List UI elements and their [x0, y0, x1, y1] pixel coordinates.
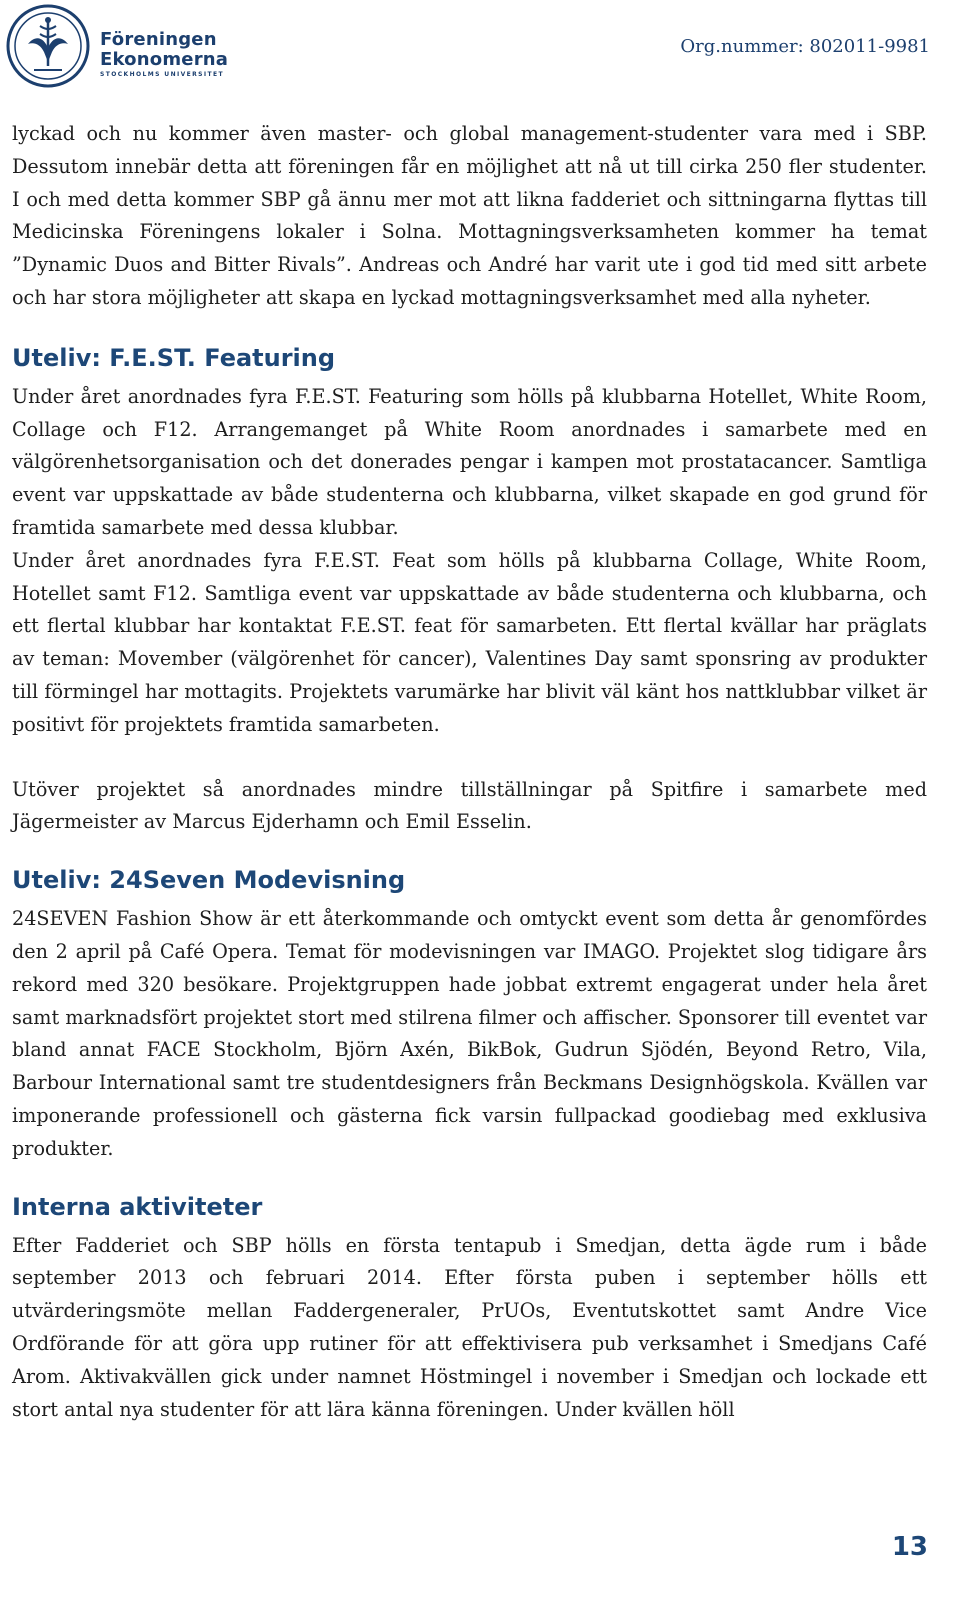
- intro-paragraph: lyckad och nu kommer även master- och global management-studenter vara med i SBP. Dessutom innebär detta att föreningen får en möjlighet att nå ut till cirka 250 fler studenter. I och med detta kommer SBP gå ännu mer mot att likna fadderiet och sittningarna flyttas till Medicinska Föreningens lokaler i Solna. Mottagningsverksamheten kommer ha temat ”Dynamic Duos and Bitter Rivals”. Andreas och André har varit ute i god tid med sitt arbete och har stora möjligheter att skapa en lyckad mottagningsverksamhet med alla nyheter.: [12, 122, 927, 309]
- fest-paragraph-2: Under året anordnades fyra F.E.ST. Feat som hölls på klubbarna Collage, White Room, Hotellet samt F12. Samtliga event var uppskattade av både studenterna och klubbarna, och ett flertal klubbar har kontaktat F.E.ST. feat för samarbeten. Ett flertal kvällar har präglats av teman: Movember (välgörenhet för cancer), Valentines Day samt sponsring av produkter till förmingel har mottagits. Projektets varumärke har blivit väl känt hos nattklubbar vilket är positivt för projektets framtida samarbeten.: [12, 548, 927, 736]
- university-name: STOCKHOLMS UNIVERSITET: [100, 71, 225, 78]
- interna-paragraph: Efter Fadderiet och SBP hölls en första tentapub i Smedjan, detta ägde rum i både september 2013 och februari 2014. Efter första puben i september hölls ett utvärderingsmöte mellan Faddergeneraler, PrUOs, Eventutskottet samt Andre Vice Ordförande för att göra upp rutiner för att effektivisera pub verksamhet i Smedjans Café Arom. Aktivakvällen gick under namnet Höstmingel i november i Smedjan och lockade ett stort antal nya studenter för att lära känna föreningen. Under kvällen höll: [12, 1233, 927, 1421]
- section-heading-24seven: Uteliv: 24Seven Modevisning: [12, 866, 406, 895]
- association-name-line1: Föreningen: [100, 29, 217, 50]
- association-name: [100, 30, 228, 79]
- 24seven-paragraph: 24SEVEN Fashion Show är ett återkommande och omtyckt event som detta år genomfördes den 2 april på Café Opera. Temat för modevisningen var IMAGO. Projektet slog tidigare års rekord med 320 besökare. Projektgruppen hade jobbat extremt engagerat under hela året samt marknadsfört projektet stort med stilrena filmer och affischer. Sponsorer till eventet var bland annat FACE Stockholm, Björn Axén, BikBok, Gudrun Sjödén, Beyond Retro, Vila, Barbour International samt tre studentdesigners från Beckmans Designhögskola. Kvällen var imponerande professionell och gästerna fick varsin fullpackad goodiebag med exklusiva produkter.: [12, 907, 927, 1160]
- association-logo-icon: [6, 4, 90, 88]
- paragraph-spacer: [12, 742, 927, 774]
- page-header: [0, 0, 960, 100]
- section-heading-fest: Uteliv: F.E.ST. Featuring: [12, 343, 336, 372]
- page-content: [12, 118, 927, 1426]
- association-name-line2: Ekonomerna: [100, 49, 229, 70]
- section-heading-interna: Interna aktiviteter: [12, 1192, 263, 1221]
- fest-paragraph-3: Utöver projektet så anordnades mindre tillställningar på Spitfire i samarbete med Jägermeister av Marcus Ejderhamn och Emil Esselin.: [12, 777, 927, 834]
- fest-paragraph-1: Under året anordnades fyra F.E.ST. Featuring som hölls på klubbarna Hotellet, White Room, Collage och F12. Arrangemanget på White Room anordnades i samarbete med en välgörenhetsorganisation och det donerades pengar i kampen mot prostatacancer. Samtliga event var uppskattade av både studenterna och klubbarna, vilket skapade en god grund för framtida samarbete med dessa klubbar.: [12, 384, 927, 539]
- page-number: 13: [891, 1532, 928, 1562]
- org-number: Org.nummer: 802011-9981: [680, 36, 930, 57]
